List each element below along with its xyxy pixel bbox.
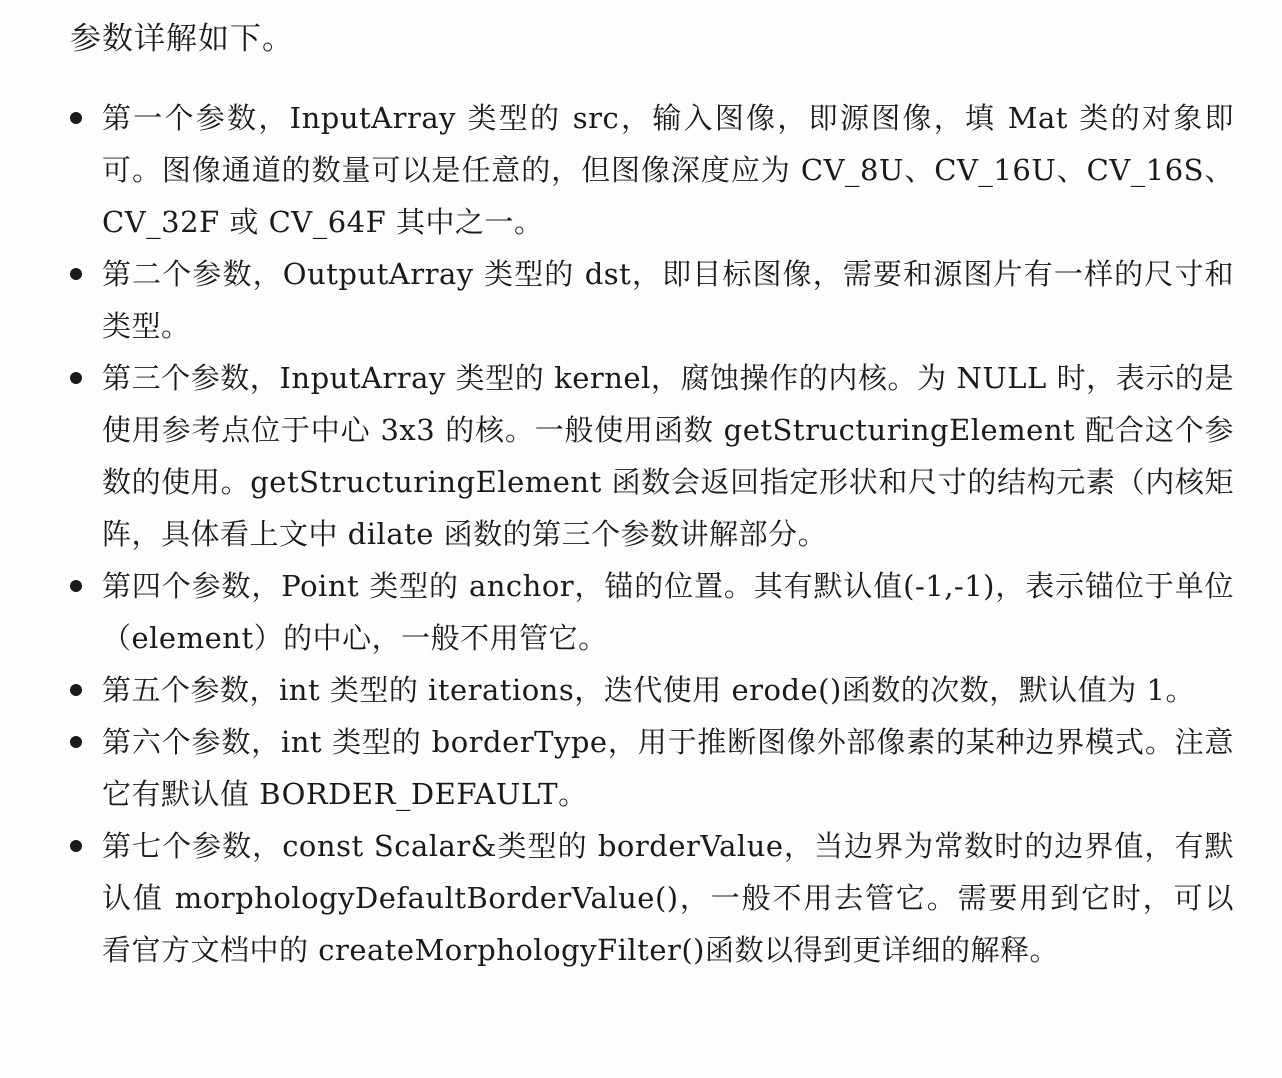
- list-item-text: 第二个参数，OutputArray 类型的 dst，即目标图像，需要和源图片有一样的尺寸和类型。: [102, 257, 1234, 343]
- bullet-icon: [70, 840, 82, 852]
- list-item-param-2: [70, 248, 1234, 352]
- bullet-icon: [70, 684, 82, 696]
- list-item-param-7: [70, 820, 1234, 976]
- list-item-param-6: [70, 716, 1234, 820]
- list-item-text: 第五个参数，int 类型的 iterations，迭代使用 erode()函数的次数，默认值为 1。: [102, 673, 1195, 707]
- list-item-param-3: [70, 352, 1234, 560]
- intro-text: 参数详解如下。: [70, 21, 294, 57]
- list-item-text: 第六个参数，int 类型的 borderType，用于推断图像外部像素的某种边界模式。注意它有默认值 BORDER_DEFAULT。: [102, 725, 1234, 811]
- list-item-param-1: [70, 92, 1234, 248]
- list-item-param-4: [70, 560, 1234, 664]
- list-item-param-5: [70, 664, 1234, 716]
- parameter-list: [70, 92, 1234, 976]
- bullet-icon: [70, 268, 82, 280]
- bullet-icon: [70, 580, 82, 592]
- bullet-icon: [70, 112, 82, 124]
- list-item-text: 第一个参数，InputArray 类型的 src，输入图像，即源图像，填 Mat 类的对象即可。图像通道的数量可以是任意的，但图像深度应为 CV_8U、CV_16U、CV_16S、CV_32F 或 CV_64F 其中之一。: [102, 101, 1234, 239]
- list-item-text: 第七个参数，const Scalar&类型的 borderValue，当边界为常数时的边界值，有默认值 morphologyDefaultBorderValue()，一般不用去管它。需要用到它时，可以看官方文档中的 createMorphologyFilter()函数以得到更详细的解释。: [102, 829, 1234, 967]
- list-item-text: 第三个参数，InputArray 类型的 kernel，腐蚀操作的内核。为 NULL 时，表示的是使用参考点位于中心 3x3 的核。一般使用函数 getStructuringElement 配合这个参数的使用。getStructuringElement 函数会返回指定形状和尺寸的结构元素（内核矩阵，具体看上文中 dilate 函数的第三个参数讲解部分。: [102, 361, 1234, 551]
- bullet-icon: [70, 372, 82, 384]
- list-item-text: 第四个参数，Point 类型的 anchor，锚的位置。其有默认值(-1,-1)，表示锚位于单位（element）的中心，一般不用管它。: [102, 569, 1234, 655]
- bullet-icon: [70, 736, 82, 748]
